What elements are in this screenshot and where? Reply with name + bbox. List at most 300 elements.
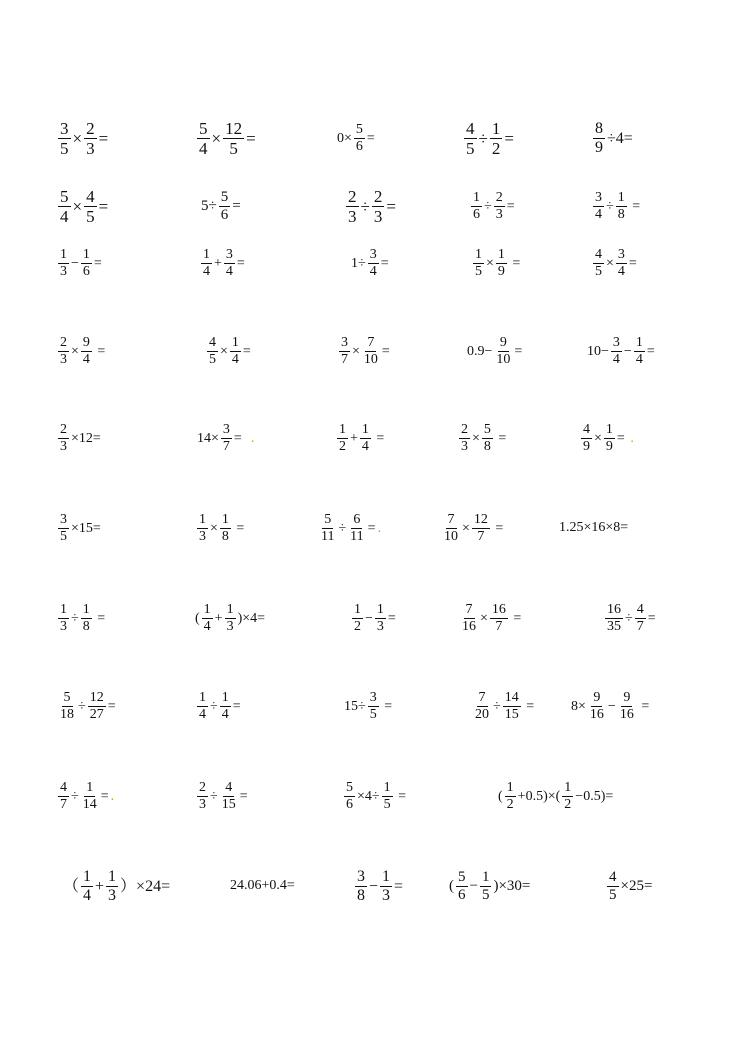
operator-text: −: [369, 877, 379, 895]
operator-text: −: [71, 255, 79, 271]
fraction: [472, 513, 490, 544]
operator-text: ×: [71, 343, 79, 359]
problem-1-4: [463, 120, 515, 157]
operator-text: =: [386, 197, 396, 216]
fraction: [220, 513, 231, 544]
problem-3-1: [57, 248, 103, 279]
problem-2-4: [470, 191, 516, 222]
numerator: 14: [504, 690, 519, 705]
operator-text: ×: [72, 129, 83, 148]
operator-text: ÷: [338, 520, 347, 536]
problem-1-2: [196, 120, 257, 157]
denominator: 2: [506, 797, 514, 812]
numerator: 3: [222, 422, 230, 437]
numerator: 2: [60, 335, 67, 350]
operator-text: 1÷: [351, 255, 366, 271]
fraction: [81, 603, 92, 634]
operator-text: =: [381, 343, 390, 359]
operator-text: =: [491, 520, 504, 536]
denominator: 4: [83, 887, 92, 904]
denominator: 3: [108, 887, 117, 904]
fraction: [201, 248, 212, 279]
denominator: 4: [203, 619, 211, 634]
numerator: 7: [367, 335, 375, 350]
operator-text: (: [498, 788, 503, 804]
operator-text: =: [394, 788, 406, 804]
denominator: 7: [60, 797, 67, 812]
problem-4-4: [466, 336, 523, 367]
fraction: [482, 423, 493, 454]
fraction: [58, 603, 69, 634]
operator-text: ÷: [210, 698, 218, 714]
denominator: 8: [82, 619, 90, 634]
problem-10-1: [62, 869, 171, 904]
denominator: 8: [221, 529, 229, 544]
operator-text: =: [93, 255, 102, 271]
problem-9-3: [343, 781, 407, 812]
operator-text: =: [93, 343, 106, 359]
numerator: 1: [199, 690, 206, 705]
fraction: [459, 423, 470, 454]
operator-text: =: [628, 198, 641, 214]
problem-2-3: [345, 188, 397, 225]
operator-text: =: [232, 198, 241, 214]
problem-5-1: [57, 423, 102, 454]
operator-text: =: [242, 343, 251, 359]
numerator: 9: [623, 690, 631, 705]
operator-text: ×: [352, 343, 360, 359]
fraction: [464, 120, 477, 157]
denominator: 5: [229, 139, 238, 158]
numerator: 2: [348, 187, 357, 206]
operator-text: =: [494, 430, 507, 446]
denominator: 3: [60, 352, 67, 367]
fraction: [197, 691, 208, 722]
operator-text: −0.5)=: [575, 788, 614, 804]
numerator: 3: [60, 512, 67, 527]
fraction: [58, 423, 69, 454]
problem-5-3: [336, 423, 385, 454]
problem-9-1: [57, 781, 115, 812]
operator-text: =: [616, 430, 625, 446]
fraction: [368, 248, 379, 279]
problem-5-5: [580, 423, 635, 454]
numerator: 5: [199, 119, 208, 138]
fraction: [496, 248, 507, 279]
numerator: 9: [82, 335, 90, 350]
fraction: [611, 336, 622, 367]
operator-text: =: [504, 129, 514, 148]
denominator: 10: [496, 352, 511, 367]
operator-text: 15÷: [344, 698, 366, 714]
numerator: 2: [461, 422, 468, 437]
fraction: [490, 120, 503, 157]
numerator: 3: [369, 247, 377, 262]
numerator: 1: [221, 690, 229, 705]
fraction: [380, 869, 392, 904]
denominator: 7: [636, 619, 644, 634]
numerator: 1: [82, 602, 90, 617]
numerator: 3: [612, 335, 620, 350]
operator-text: =: [232, 698, 241, 714]
fraction: [375, 603, 386, 634]
denominator: 7: [222, 439, 230, 454]
fraction: [442, 513, 460, 544]
fraction: [355, 869, 367, 904]
denominator: 5: [383, 797, 391, 812]
denominator: 3: [60, 619, 67, 634]
operator-text: ÷: [606, 198, 614, 214]
numerator: 4: [609, 869, 617, 885]
denominator: 9: [605, 439, 613, 454]
operator-text: .: [243, 430, 255, 446]
fraction: [635, 603, 646, 634]
fraction: [618, 691, 636, 722]
denominator: 3: [86, 139, 95, 158]
denominator: 3: [495, 207, 503, 222]
fraction: [84, 120, 97, 157]
numerator: 2: [199, 780, 206, 795]
problem-8-2: [196, 691, 242, 722]
fraction: [480, 870, 492, 903]
denominator: 3: [226, 619, 234, 634]
fraction: [202, 603, 213, 634]
denominator: 2: [354, 619, 361, 634]
denominator: 6: [82, 264, 90, 279]
denominator: 4: [369, 264, 377, 279]
numerator: 1: [361, 422, 369, 437]
denominator: 10: [444, 529, 458, 544]
problem-6-4: [441, 513, 504, 544]
fraction: [337, 423, 348, 454]
numerator: 5: [63, 690, 71, 705]
operator-text: +0.5)×(: [517, 788, 561, 804]
operator-text: ÷4=: [607, 129, 633, 147]
operator-text: =: [98, 197, 109, 216]
operator-text: ×15=: [71, 520, 101, 536]
fraction: [494, 336, 512, 367]
problem-10-3: [354, 869, 404, 904]
denominator: 5: [60, 139, 69, 158]
fraction: [207, 336, 218, 367]
operator-text: =: [509, 610, 522, 626]
operator-text: =: [100, 788, 109, 804]
numerator: 1: [491, 119, 501, 138]
operator-text: ×: [472, 430, 480, 446]
fraction: [382, 781, 393, 812]
denominator: 35: [607, 619, 621, 634]
numerator: 1: [354, 602, 361, 617]
problem-8-3: [343, 691, 393, 722]
problem-5-4: [458, 423, 507, 454]
operator-text: −: [365, 610, 373, 626]
fraction: [604, 423, 615, 454]
operator-text: ×4÷: [357, 788, 380, 804]
numerator: 3: [225, 247, 233, 262]
operator-text: (: [195, 610, 200, 626]
numerator: 6: [353, 512, 361, 527]
fraction: [473, 248, 484, 279]
numerator: 4: [583, 422, 590, 437]
operator-text: ×: [72, 197, 83, 216]
denominator: 5: [595, 264, 602, 279]
fraction: [220, 781, 238, 812]
numerator: 8: [595, 120, 603, 137]
fraction: [471, 191, 482, 222]
operator-text: ÷: [71, 610, 79, 626]
operator-text: =: [522, 698, 535, 714]
fraction: [224, 248, 235, 279]
fraction: [106, 869, 118, 904]
denominator: 3: [60, 439, 67, 454]
denominator: 14: [82, 797, 97, 812]
numerator: 1: [60, 602, 67, 617]
fraction: [58, 781, 69, 812]
problem-2-1: [57, 188, 109, 225]
numerator: 1: [564, 780, 572, 795]
denominator: 6: [458, 887, 466, 903]
operator-text: =: [107, 698, 116, 714]
operator-text: 0×: [337, 130, 352, 146]
operator-text: +: [214, 610, 223, 626]
numerator: 5: [458, 869, 466, 885]
denominator: 9: [583, 439, 590, 454]
operator-text: )×30=: [493, 878, 531, 894]
fraction: [494, 191, 505, 222]
fraction: [354, 123, 365, 154]
fraction: [593, 121, 605, 156]
denominator: 7: [495, 619, 503, 634]
fraction: [588, 691, 606, 722]
problem-10-2: [229, 879, 296, 893]
denominator: 4: [595, 207, 602, 222]
fraction: [221, 423, 232, 454]
fraction: [220, 691, 231, 722]
denominator: 4: [225, 264, 233, 279]
operator-text: ×: [462, 520, 470, 536]
operator-text: =: [506, 198, 515, 214]
numerator: 3: [369, 690, 377, 705]
fraction: [81, 336, 92, 367]
denominator: 4: [60, 207, 69, 226]
denominator: 3: [199, 797, 206, 812]
denominator: 5: [475, 264, 482, 279]
operator-text: ÷: [210, 788, 218, 804]
numerator: 1: [221, 512, 229, 527]
problem-6-1: [57, 513, 102, 544]
denominator: 3: [382, 887, 391, 904]
problem-2-5: [592, 191, 641, 222]
numerator: 1: [473, 190, 480, 205]
denominator: 7: [341, 352, 348, 367]
denominator: 4: [199, 139, 208, 158]
operator-text: 14×: [197, 430, 219, 446]
denominator: 9: [595, 139, 603, 156]
fraction: [58, 513, 69, 544]
problem-7-5: [604, 603, 657, 634]
operator-text: ）×24=: [120, 877, 171, 895]
fraction: [225, 603, 236, 634]
fraction: [84, 188, 97, 225]
numerator: 1: [203, 247, 210, 262]
denominator: 20: [475, 707, 489, 722]
numerator: 3: [357, 868, 365, 885]
fraction: [456, 870, 468, 903]
numerator: 2: [86, 119, 95, 138]
problem-7-4: [459, 603, 522, 634]
denominator: 15: [504, 707, 519, 722]
operator-text: =: [93, 610, 106, 626]
numerator: 1: [497, 247, 505, 262]
denominator: 3: [199, 529, 206, 544]
operator-text: =: [232, 520, 245, 536]
fraction: [58, 248, 69, 279]
numerator: 1: [617, 190, 625, 205]
fraction: [360, 423, 371, 454]
operator-text: 5÷: [201, 198, 217, 214]
operator-text: =: [366, 130, 375, 146]
problem-8-5: [570, 691, 650, 722]
numerator: 5: [355, 122, 363, 137]
operator-text: ÷: [78, 698, 86, 714]
problem-5-2: [196, 423, 255, 454]
numerator: 3: [60, 119, 69, 138]
denominator: 5: [60, 529, 67, 544]
fraction: [562, 781, 573, 812]
numerator: 2: [60, 422, 67, 437]
problem-8-1: [57, 691, 117, 722]
fraction: [593, 248, 604, 279]
problem-3-5: [592, 248, 638, 279]
problem-10-5: [606, 870, 653, 903]
fraction: [197, 120, 210, 157]
operator-text: .: [626, 430, 634, 446]
operator-text: =: [380, 255, 389, 271]
fraction: [593, 191, 604, 222]
fraction: [88, 691, 106, 722]
denominator: 11: [321, 529, 335, 544]
operator-text: +: [95, 877, 105, 895]
problem-6-2: [196, 513, 245, 544]
numerator: 5: [483, 422, 491, 437]
problem-7-1: [57, 603, 106, 634]
fraction: [607, 870, 619, 903]
operator-text: −: [623, 343, 632, 359]
operator-text: =: [514, 343, 523, 359]
fraction: [352, 603, 363, 634]
numerator: 1: [199, 512, 206, 527]
operator-text: )×4=: [237, 610, 266, 626]
numerator: 1: [481, 869, 490, 885]
operator-text: ×: [210, 520, 218, 536]
fraction: [348, 513, 365, 544]
operator-text: 1.25×16×8=: [559, 520, 629, 535]
denominator: 7: [477, 529, 485, 544]
denominator: 3: [376, 619, 384, 634]
denominator: 4: [635, 352, 643, 367]
operator-text: =: [646, 343, 655, 359]
fraction: [616, 191, 627, 222]
operator-text: =: [508, 255, 521, 271]
fraction: [319, 513, 336, 544]
numerator: 12: [225, 119, 243, 138]
denominator: 5: [481, 887, 490, 903]
denominator: 16: [619, 707, 634, 722]
denominator: 6: [346, 797, 353, 812]
numerator: 3: [617, 247, 625, 262]
fraction: [197, 513, 208, 544]
numerator: 4: [86, 187, 95, 206]
denominator: 9: [497, 264, 505, 279]
numerator: 1: [339, 422, 346, 437]
numerator: 1: [60, 247, 67, 262]
numerator: 7: [447, 512, 455, 527]
denominator: 8: [617, 207, 625, 222]
problem-6-3: [318, 513, 382, 544]
problem-1-5: [592, 121, 634, 156]
operator-text: （: [63, 877, 80, 895]
operator-text: =: [647, 610, 656, 626]
operator-text: +: [214, 255, 222, 271]
operator-text: −: [607, 698, 616, 714]
operator-text: ×: [480, 610, 488, 626]
numerator: 1: [108, 868, 117, 885]
denominator: 2: [339, 439, 346, 454]
fraction: [473, 691, 491, 722]
operator-text: ×12=: [71, 430, 101, 446]
fraction: [230, 336, 241, 367]
numerator: 1: [506, 780, 514, 795]
operator-text: =: [239, 788, 248, 804]
numerator: 3: [595, 190, 602, 205]
operator-text: .: [110, 788, 115, 804]
operator-text: −: [469, 878, 478, 894]
problem-7-2: [194, 603, 266, 634]
operator-text: ÷: [360, 197, 370, 216]
numerator: 4: [466, 119, 475, 138]
numerator: 5: [324, 512, 332, 527]
denominator: 16: [589, 707, 604, 722]
operator-text: =: [394, 877, 404, 895]
operator-text: =: [98, 129, 109, 148]
fraction: [58, 336, 69, 367]
numerator: 1: [382, 868, 391, 885]
operator-text: =: [380, 698, 393, 714]
problem-1-3: [336, 123, 376, 154]
denominator: 3: [60, 264, 67, 279]
operator-text: 8×: [571, 698, 586, 714]
numerator: 1: [475, 247, 482, 262]
fraction: [81, 781, 99, 812]
fraction: [339, 336, 350, 367]
denominator: 5: [466, 139, 475, 158]
fraction: [346, 188, 359, 225]
fraction: [81, 869, 93, 904]
numerator: 1: [82, 247, 90, 262]
denominator: 6: [355, 139, 363, 154]
denominator: 5: [369, 707, 377, 722]
fraction: [490, 603, 508, 634]
denominator: 18: [60, 707, 74, 722]
problem-7-3: [351, 603, 397, 634]
numerator: 1: [226, 602, 234, 617]
numerator: 1: [83, 868, 92, 885]
problem-3-4: [472, 248, 521, 279]
numerator: 9: [499, 335, 507, 350]
numerator: 1: [605, 422, 613, 437]
numerator: 1: [203, 602, 211, 617]
problem-4-1: [57, 336, 106, 367]
